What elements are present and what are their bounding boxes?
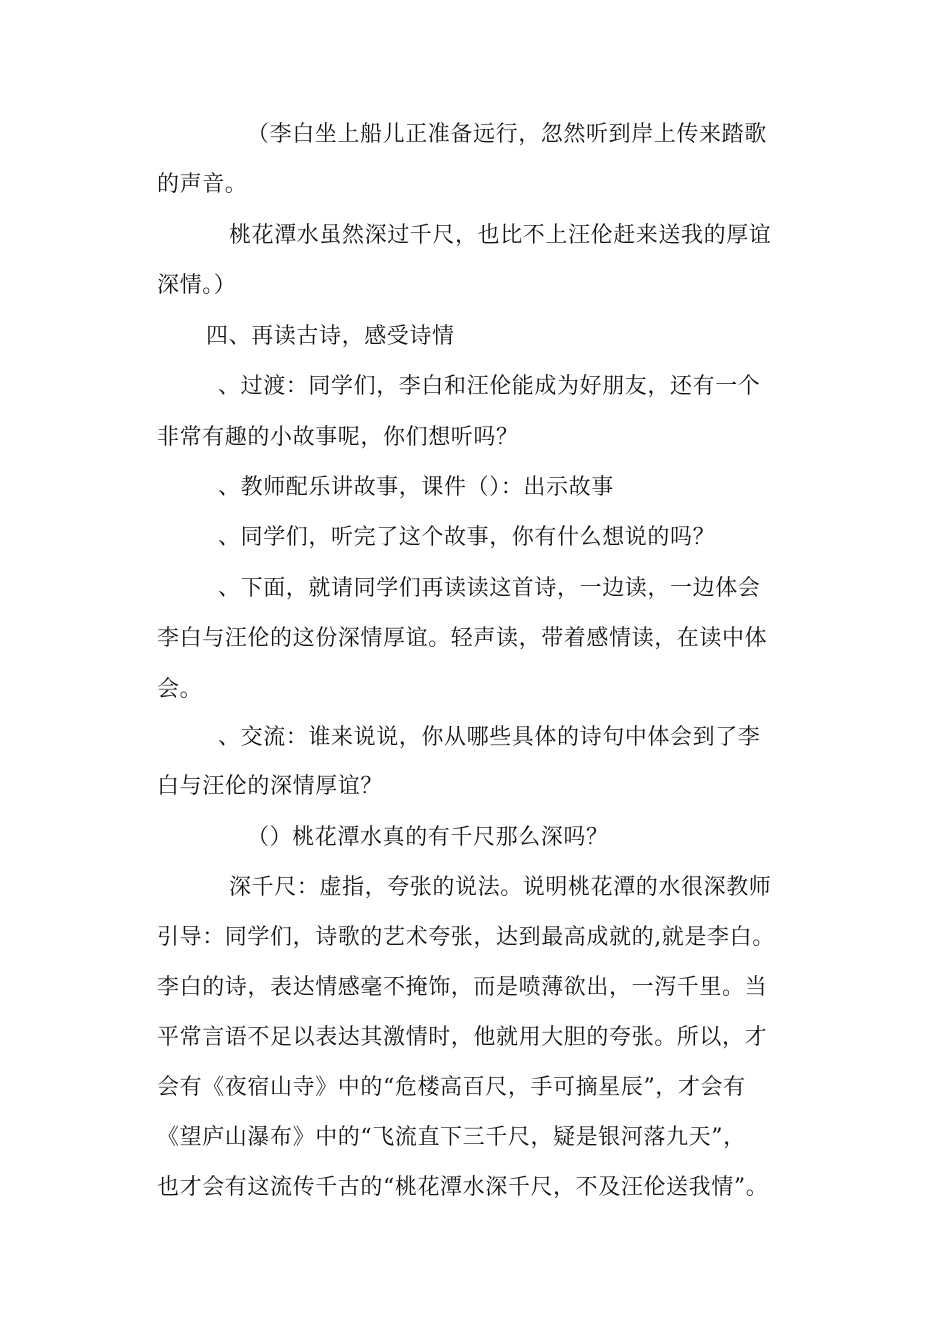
text-line: 、交流：谁来说说，你从哪些具体的诗句中体会到了李 [218, 725, 761, 750]
text-line: 、教师配乐讲故事，课件（）：出示故事 [218, 475, 614, 500]
text-line: 非常有趣的小故事呢，你们想听吗？ [157, 425, 519, 450]
text-line: （）桃花潭水真的有千尺那么深吗？ [247, 825, 609, 850]
text-line: 会。 [157, 677, 203, 702]
text-line: 引导：同学们，诗歌的艺术夸张，达到最高成就的,就是李白。 [157, 925, 775, 950]
text-line: 会有《夜宿山寺》中的“危楼高百尺，手可摘星辰”，才会有 [157, 1075, 746, 1100]
text-line: 平常言语不足以表达其激情时，他就用大胆的夸张。所以，才 [157, 1025, 768, 1050]
text-line: 李白与汪伦的这份深情厚谊。轻声读，带着感情读，在读中体 [157, 626, 768, 651]
text-line: 李白的诗，表达情感毫不掩饰，而是喷薄欲出，一泻千里。当 [157, 975, 768, 1000]
text-line: 、过渡：同学们，李白和汪伦能成为好朋友，还有一个 [218, 374, 761, 399]
section-heading: 四、再读古诗，感受诗情 [206, 324, 455, 349]
text-line: 也才会有这流传千古的“桃花潭水深千尺，不及汪伦送我情”。 [157, 1175, 769, 1200]
text-line: 《望庐山瀑布》中的“飞流直下三千尺，疑是银河落九天”， [157, 1125, 746, 1150]
text-line: 、同学们，听完了这个故事，你有什么想说的吗？ [218, 525, 716, 550]
text-line: 、下面，就请同学们再读读这首诗，一边读，一边体会 [218, 576, 761, 601]
text-line: 的声音。 [157, 172, 248, 197]
text-line: （李白坐上船儿正准备远行，忽然听到岸上传来踏歌 [247, 122, 767, 147]
text-line: 白与汪伦的深情厚谊？ [157, 774, 384, 799]
text-line: 深情。） [157, 273, 237, 298]
text-line: 桃花潭水虽然深过千尺，也比不上汪伦赶来送我的厚谊 [229, 223, 772, 248]
text-line: 深千尺：虚指，夸张的说法。说明桃花潭的水很深教师 [229, 875, 772, 900]
